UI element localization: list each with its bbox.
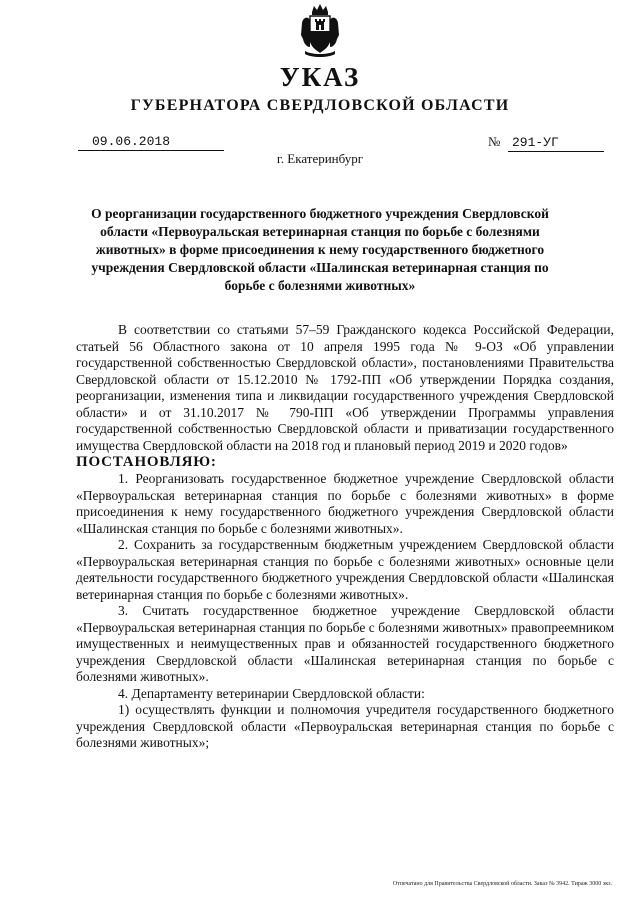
document-subtitle: ГУБЕРНАТОРА СВЕРДЛОВСКОЙ ОБЛАСТИ: [130, 97, 510, 114]
number-value: 291-УГ: [508, 134, 604, 152]
document-title: УКАЗ: [279, 62, 361, 92]
decree-item-4: 4. Департаменту ветеринарии Свердловской области:: [118, 685, 425, 701]
coat-of-arms-icon: [300, 3, 340, 59]
decree-body: [76, 322, 614, 752]
document-city: г. Екатеринбург: [276, 151, 364, 166]
number-sign: №: [488, 134, 501, 149]
decree-item-2: 2. Сохранить за государственным бюджетным учреждением Свердловской области «Первоуральская ветеринарная станция по борьбе с болезнями животных» основные цели деятельности государственного бюджетного учреждения Свердловской области «Шалинская ветеринарная станция по борьбе с болезнями животных».: [76, 537, 614, 602]
document-date: 09.06.2018: [78, 133, 224, 151]
print-footer: Отпечатано для Правительства Свердловской области. Заказ № 3942. Тираж 3000 экз.: [392, 881, 612, 887]
decree-word: ПОСТАНОВЛЯЮ:: [76, 454, 217, 470]
preamble-paragraph: В соответствии со статьями 57–59 Гражданского кодекса Российской Федерации, статьей 56 Областного закона от 10 апреля 1995 года № 9-ОЗ «Об управлении государственной собственностью Свердловской области», постановлениями Правительства Свердловской области от 15.12.2010 № 1792-ПП «Об утверждении Порядка создания, реорганизации, изменения типа и ликвидации государственного учреждения Свердловской области» и от 31.10.2017 № 790-ПП «Об утверждении Программы управления государственной собственностью Свердловской области и приватизации государственного имущества Свердловской области на 2018 год и плановый период 2019 и 2020 годов»: [76, 322, 614, 453]
decree-item-1: 1. Реорганизовать государственное бюджетное учреждение Свердловской области «Первоуральская ветеринарная станция по борьбе с болезнями животных» в форме присоединения к нему государственного бюджетного учреждения Свердловской области «Шалинская станция по борьбе с болезнями животных».: [76, 471, 614, 536]
decree-item-3: 3. Считать государственное бюджетное учреждение Свердловской области «Первоуральская ветеринарная станция по борьбе с болезнями животных» правопреемником имущественных и неимущественных прав и обязанностей государственного бюджетного учреждения Свердловской области «Шалинская ветеринарная станция по борьбе с болезнями животных».: [76, 603, 614, 684]
decree-item-4-1: 1) осуществлять функции и полномочия учредителя государственного бюджетного учреждения Свердловской области «Первоуральская ветеринарная станция по борьбе с болезнями животных»;: [76, 702, 614, 750]
decree-heading: О реорганизации государственного бюджетного учреждения Свердловской области «Первоуральская ветеринарная станция по борьбе с болезнями животных» в форме присоединения к нему государственного бюджетного учреждения Свердловской области «Шалинская ветеринарная станция по борьбе с болезнями животных»: [91, 206, 549, 293]
